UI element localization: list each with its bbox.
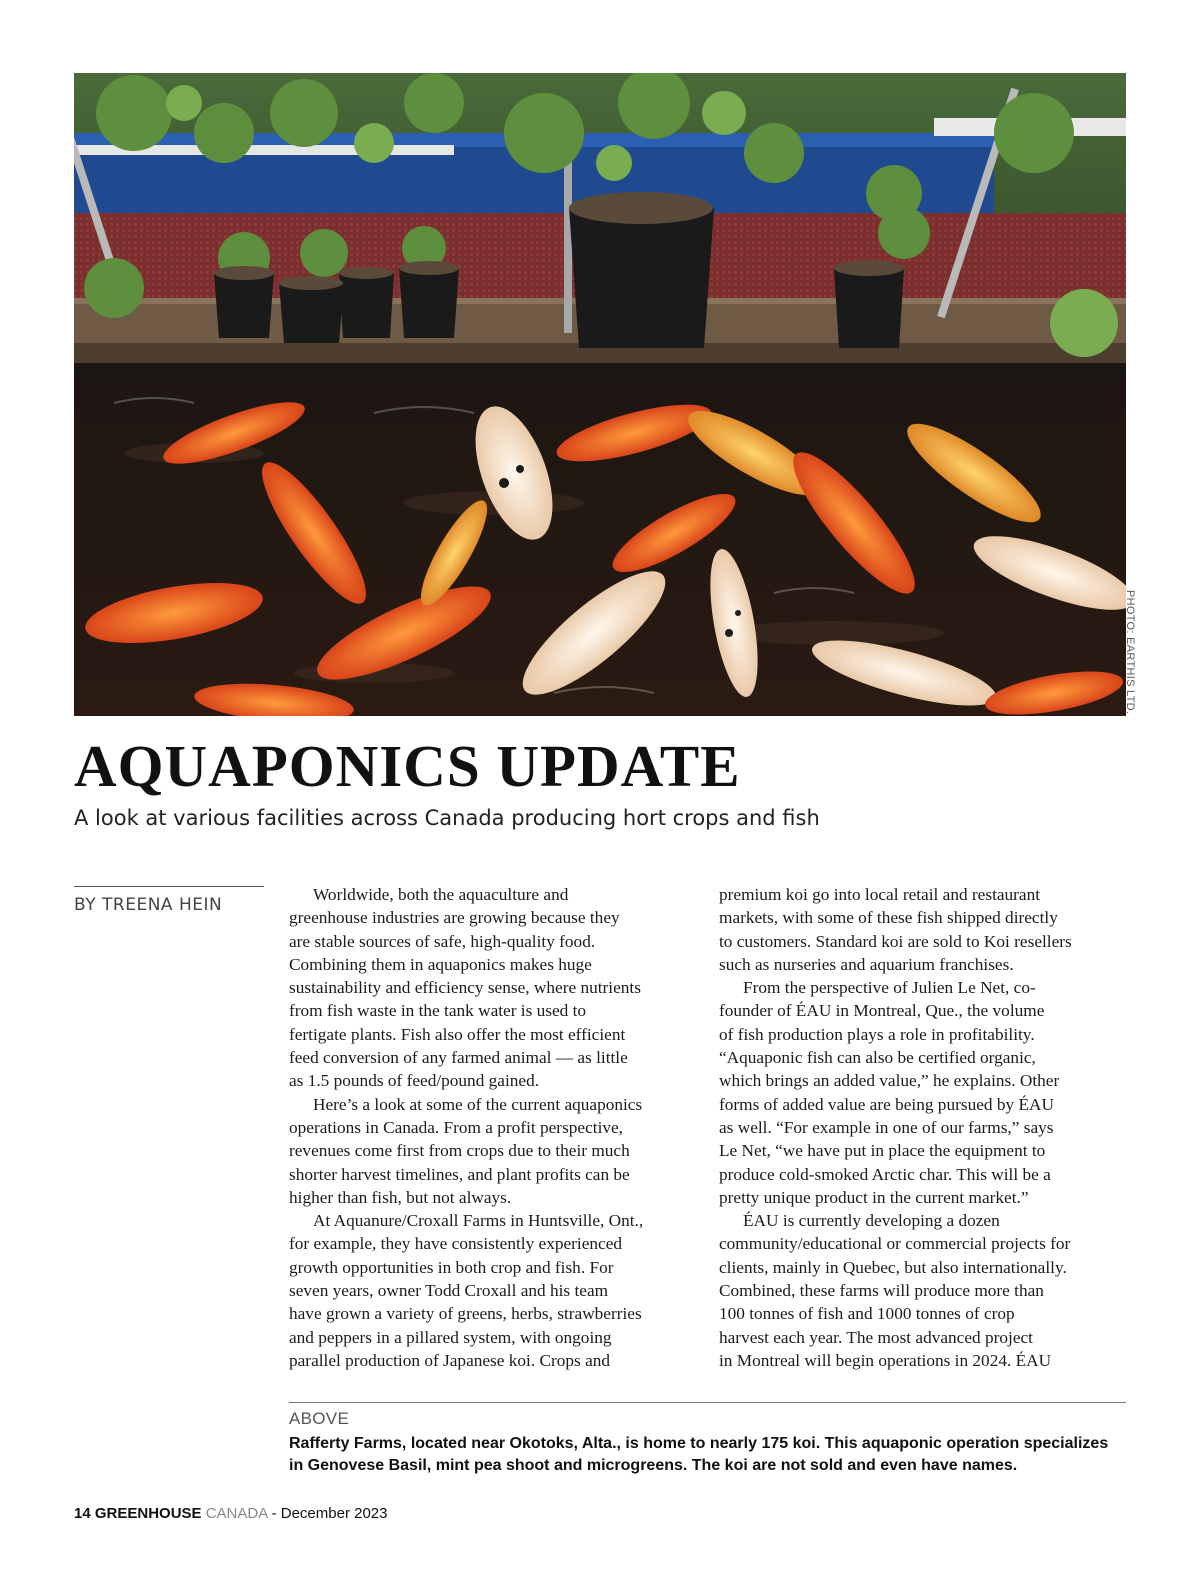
text-line: pretty unique product in the current market.” (719, 1187, 1029, 1207)
paragraph (719, 1209, 1124, 1372)
caption-rule (289, 1402, 1126, 1403)
text-line: parallel production of Japanese koi. Crops and (289, 1350, 611, 1370)
text-line: forms of added value are being pursued by ÉAU (719, 1094, 1054, 1114)
magazine-name: GREENHOUSE (94, 1505, 202, 1522)
body-column-1-text (289, 883, 694, 1372)
text-line: as well. “For example in one of our farms,” says (719, 1117, 1054, 1137)
caption-label: ABOVE (289, 1409, 350, 1428)
text-line: which brings an added value,” he explains. Other (719, 1071, 1060, 1091)
text-line: and peppers in a pillared system, with ongoing (289, 1327, 612, 1347)
text-line: premium koi go into local retail and restaurant (719, 885, 1041, 904)
caption-line: in Genovese Basil, mint pea shoot and microgreens. The koi are not sold and even have names. (289, 1457, 1018, 1474)
text-line: operations in Canada. From a profit perspective, (289, 1117, 624, 1137)
issue-date: - December 2023 (271, 1505, 388, 1522)
text-line: higher than fish, but not always. (289, 1187, 512, 1207)
koi-pond-illustration (74, 73, 1126, 716)
text-line: in Montreal will begin operations in 2024. ÉAU (719, 1350, 1052, 1370)
caption-line: Rafferty Farms, located near Okotoks, Alta., is home to nearly 175 koi. This aquaponic operation specializes (289, 1435, 1109, 1452)
text-line: Worldwide, both the aquaculture and (313, 885, 569, 904)
body-column-2-text (719, 883, 1124, 1372)
text-line: for example, they have consistently experienced (289, 1234, 623, 1254)
text-line: founder of ÉAU in Montreal, Que., the volume (719, 1001, 1045, 1021)
photo-credit: PHOTO: EARTHIS LTD. (1124, 590, 1136, 715)
text-line: feed conversion of any farmed animal — as little (289, 1048, 628, 1068)
paragraph (289, 1093, 694, 1209)
text-line: “Aquaponic fish can also be certified organic, (719, 1048, 1036, 1068)
paragraph (289, 1209, 694, 1372)
text-line: markets, with some of these fish shipped directly (719, 908, 1058, 928)
paragraph (289, 883, 694, 1093)
paragraph (719, 976, 1124, 1209)
article-deck: A look at various facilities across Canada producing hort crops and fish (74, 806, 820, 830)
page-number: 14 (74, 1505, 91, 1522)
text-line: are stable sources of safe, high-quality food. (289, 931, 596, 951)
text-line: have grown a variety of greens, herbs, strawberries (289, 1304, 642, 1324)
byline: BY TREENA HEIN (74, 895, 223, 915)
text-line: such as nurseries and aquarium franchises. (719, 954, 1014, 974)
text-line: to customers. Standard koi are sold to Koi resellers (719, 931, 1072, 951)
text-line: from fish waste in the tank water is used to (289, 1001, 587, 1021)
magazine-name-country: CANADA (205, 1505, 268, 1522)
hero-photo (74, 73, 1126, 716)
text-line: Combining them in aquaponics makes huge (289, 954, 592, 974)
text-line: sustainability and efficiency sense, where nutrients (289, 978, 641, 998)
text-line: revenues come first from crops due to their much (289, 1141, 630, 1161)
text-line: From the perspective of Julien Le Net, co- (743, 978, 1036, 998)
byline-rule (74, 886, 264, 887)
text-line: Combined, these farms will produce more than (719, 1281, 1044, 1301)
text-line: 100 tonnes of fish and 1000 tonnes of crop (719, 1304, 1015, 1324)
text-line: clients, mainly in Quebec, but also internationally. (719, 1257, 1067, 1277)
text-line: shorter harvest timelines, and plant profits can be (289, 1164, 630, 1184)
text-line: produce cold-smoked Arctic char. This will be a (719, 1164, 1051, 1184)
article-headline: AQUAPONICS UPDATE (74, 733, 741, 799)
photo-caption (289, 1433, 1139, 1477)
paragraph (719, 883, 1124, 976)
page-footer (74, 1505, 387, 1522)
text-line: harvest each year. The most advanced project (719, 1327, 1033, 1347)
text-line: Le Net, “we have put in place the equipment to (719, 1141, 1046, 1161)
text-line: At Aquanure/Croxall Farms in Huntsville, Ont., (313, 1211, 644, 1231)
text-line: fertigate plants. Fish also offer the most efficient (289, 1024, 626, 1044)
text-line: ÉAU is currently developing a dozen (743, 1211, 1000, 1231)
text-line: seven years, owner Todd Croxall and his team (289, 1281, 609, 1301)
text-line: Here’s a look at some of the current aquaponics (313, 1094, 643, 1114)
text-line: as 1.5 pounds of feed/pound gained. (289, 1071, 540, 1091)
text-line: of fish production plays a role in profitability. (719, 1024, 1035, 1044)
text-line: community/educational or commercial projects for (719, 1234, 1071, 1254)
text-line: growth opportunities in both crop and fish. For (289, 1257, 614, 1277)
text-line: greenhouse industries are growing because they (289, 908, 620, 928)
